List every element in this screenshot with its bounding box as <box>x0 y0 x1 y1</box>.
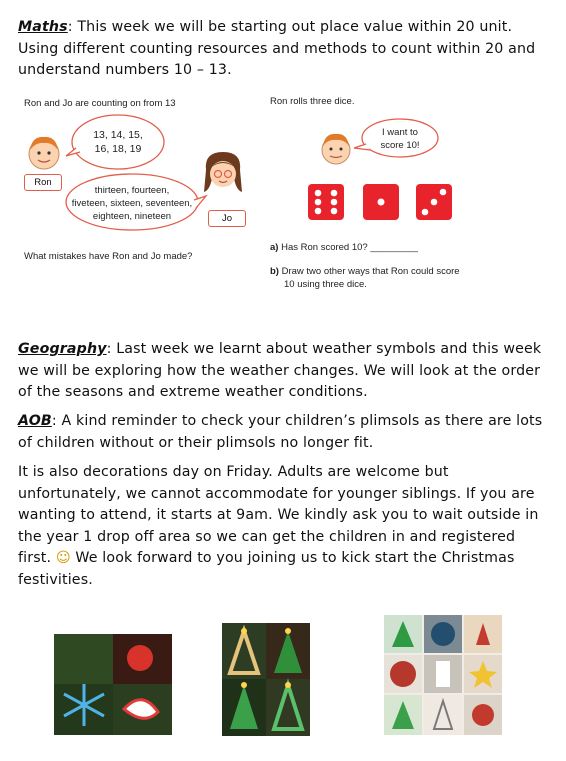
geography-body: : Last week we learnt about weather symbols and this week we will be exploring how the weather changes. We will look at the order of the seasons and extreme weather conditions. <box>18 341 542 400</box>
jo-bubble-line: fiveteen, sixteen, seventeen, <box>71 198 193 209</box>
maths-worksheet-image <box>0 0 566 300</box>
jo-bubble-line: eighteen, nineteen <box>92 211 172 222</box>
decorations-body: It is also decorations day on Friday. Adults are welcome but unfortunately, we cannot accommodate for younger siblings. If you are wanting to attend, it starts at 9am. We kindly ask you to wait outside in the year 1 drop off area so we can get the children in and registered first. <box>18 464 539 566</box>
geography-paragraph <box>18 339 550 404</box>
decorations-paragraph <box>18 462 550 591</box>
worksheet-left-question: What mistakes have Ron and Jo made? <box>24 251 193 262</box>
question-a-text: Has Ron scored 10? _________ <box>281 242 418 253</box>
ron-face-icon <box>316 128 356 168</box>
ron-face-icon <box>22 130 66 174</box>
maths-body: : This week we will be starting out place value within 20 unit. Using different counting resources and methods to count within 20 and understand numbers 10 – 13. <box>18 19 536 78</box>
decorations-body-end: We look forward to you joining us to kick start the Christmas festivities. <box>18 550 515 588</box>
question-b-label: b) <box>270 266 279 277</box>
decoration-photo-1 <box>54 634 172 735</box>
ron-bubble-line: 13, 14, 15, <box>93 129 143 141</box>
die-three <box>416 184 452 220</box>
aob-heading: AOB <box>18 413 52 429</box>
jo-label: Jo <box>208 210 246 227</box>
die-six <box>308 184 344 220</box>
question-a-label: a) <box>270 242 279 253</box>
question-b-line: 10 using three dice. <box>284 279 367 290</box>
question-b-line: Draw two other ways that Ron could score <box>281 266 460 277</box>
aob-body: : A kind reminder to check your children’s plimsols as there are lots of children without or their plimsols no longer fit. <box>18 413 543 451</box>
worksheet-right-title: Ron rolls three dice. <box>270 96 355 107</box>
question-a <box>270 242 418 253</box>
jo-bubble-line: thirteen, fourteen, <box>94 185 170 196</box>
ron-right-bubble-line: I want to <box>382 127 418 138</box>
ron-bubble-text <box>80 128 156 156</box>
popsicle-tree-icon <box>222 623 310 736</box>
geography-heading: Geography <box>18 341 107 357</box>
jo-face-icon <box>200 148 246 208</box>
ron-right-bubble-line: score 10! <box>380 140 420 151</box>
snowflake-ornament-icon <box>54 634 172 735</box>
ron-bubble-line: 16, 18, 19 <box>94 143 142 155</box>
decoration-photo-2 <box>222 623 310 736</box>
dice-group <box>306 182 456 222</box>
aob-paragraph <box>18 411 550 454</box>
ron-label: Ron <box>24 174 62 191</box>
ron-right-bubble-text <box>364 126 436 152</box>
craft-ornaments-icon <box>384 615 502 735</box>
jo-bubble-text <box>66 184 198 223</box>
maths-heading: Maths <box>18 19 68 35</box>
smiley-icon: ☺ <box>55 550 71 566</box>
worksheet-left-title: Ron and Jo are counting on from 13 <box>24 98 176 109</box>
die-one <box>363 184 399 220</box>
question-b <box>270 265 460 291</box>
decoration-photo-3 <box>384 615 502 735</box>
